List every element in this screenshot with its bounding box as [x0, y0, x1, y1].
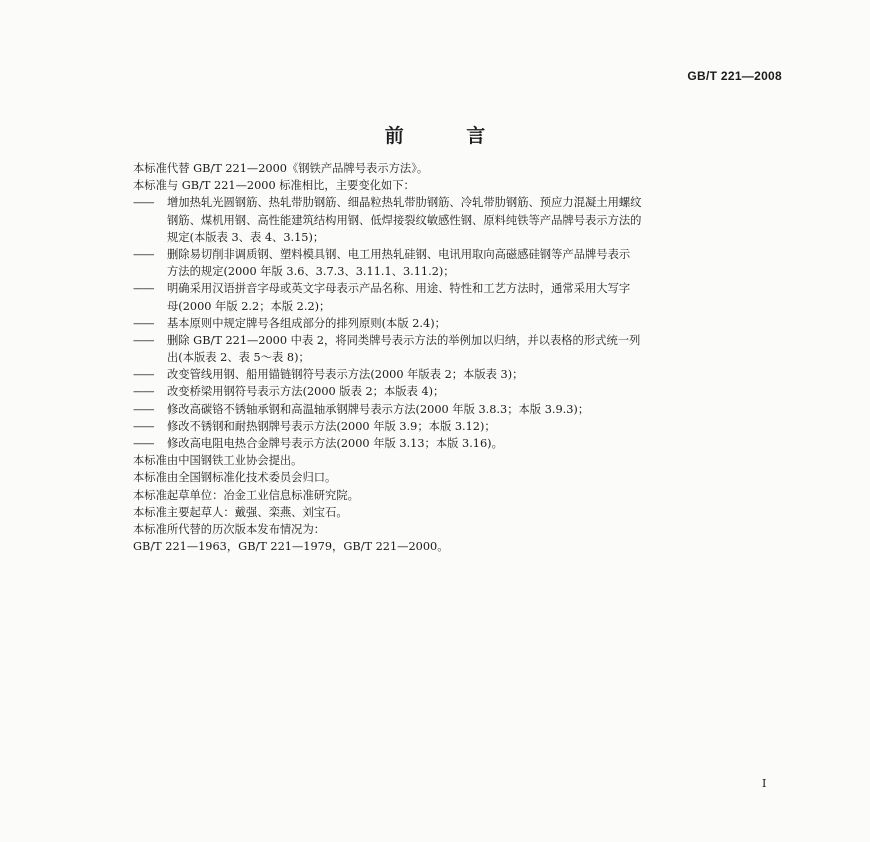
closing-line: 本标准起草单位：冶金工业信息标准研究院。 — [133, 488, 359, 502]
change-item-continuation-line — [133, 212, 788, 229]
change-item-text: 删除易切削非调质钢、塑料模具钢、电工用热轧硅钢、电讯用取向高磁感硅钢等产品牌号表示 — [167, 247, 631, 261]
em-dash-marker: —— — [133, 368, 154, 382]
change-item-text: 删除 GB/T 221—2000 中表 2，将同类牌号表示方法的举例加以归纳，并以表格的形式统一列 — [167, 333, 641, 347]
change-item — [133, 435, 788, 452]
change-item-continuation-line — [133, 229, 788, 246]
em-dash-marker: —— — [133, 247, 154, 261]
change-item-first-line — [133, 418, 788, 435]
change-item-continuation-line — [133, 349, 788, 366]
change-item-text: 修改高电阻电热合金牌号表示方法(2000 年版 3.13；本版 3.16)。 — [167, 437, 503, 450]
change-item — [133, 280, 788, 314]
change-item-text: 基本原则中规定牌号各组成部分的排列原则(本版 2.4)； — [167, 316, 446, 330]
change-item — [133, 383, 788, 400]
intro-line: 本标准与 GB/T 221—2000 标准相比，主要变化如下： — [133, 179, 415, 193]
change-item-text: 修改高碳铬不锈轴承钢和高温轴承钢牌号表示方法(2000 年版 3.8.3；本版 3.9.3)； — [167, 402, 590, 416]
closing-line: 本标准主要起草人：戴强、栾燕、刘宝石。 — [133, 505, 348, 519]
page-number: I — [762, 777, 767, 790]
closing-line: GB/T 221—1963，GB/T 221—1979，GB/T 221—2000。 — [133, 540, 449, 554]
change-item-text: 修改不锈钢和耐热钢牌号表示方法(2000 年版 3.9；本版 3.12)； — [167, 419, 496, 433]
change-item — [133, 332, 788, 366]
change-item-continuation-line — [133, 298, 788, 315]
em-dash-marker: —— — [133, 419, 154, 433]
em-dash-marker: —— — [133, 316, 154, 330]
em-dash-marker: —— — [133, 385, 154, 399]
change-item-first-line — [133, 194, 788, 211]
change-item — [133, 401, 788, 418]
change-item-first-line — [133, 280, 788, 297]
change-item — [133, 366, 788, 383]
em-dash-marker: —— — [133, 437, 154, 450]
em-dash-marker: —— — [133, 333, 154, 347]
change-item-first-line — [133, 332, 788, 349]
closing-line: 本标准由中国钢铁工业协会提出。 — [133, 454, 303, 468]
change-item-text: 改变桥梁用钢符号表示方法(2000 版表 2；本版表 4)； — [167, 385, 445, 399]
closing-line: 本标准由全国钢标准化技术委员会归口。 — [133, 471, 337, 485]
change-item-text: 改变管线用钢、船用锚链钢符号表示方法(2000 年版表 2；本版表 3)； — [167, 368, 524, 382]
change-item-text: 方法的规定(2000 年版 3.6、3.7.3、3.11.1、3.11.2)； — [167, 265, 455, 279]
closing-line: 本标准所代替的历次版本发布情况为： — [133, 522, 326, 536]
em-dash-marker: —— — [133, 402, 154, 416]
change-item-first-line — [133, 246, 788, 263]
standard-code: GB/T 221—2008 — [687, 69, 782, 83]
change-item-text: 母(2000 年版 2.2；本版 2.2)； — [167, 299, 331, 313]
change-item-first-line — [133, 401, 788, 418]
change-item-continuation-line — [133, 263, 788, 280]
change-item-text: 明确采用汉语拼音字母或英文字母表示产品名称、用途、特性和工艺方法时，通常采用大写字 — [167, 282, 631, 296]
change-item-first-line — [133, 366, 788, 383]
change-item-first-line — [133, 383, 788, 400]
change-item — [133, 315, 788, 332]
change-item — [133, 418, 788, 435]
change-item — [133, 194, 788, 246]
change-item-text: 规定(本版表 3、表 4、3.15)； — [167, 230, 325, 244]
change-item-first-line — [133, 435, 788, 452]
em-dash-marker: —— — [133, 196, 154, 210]
changes-list — [133, 194, 788, 452]
change-item-text: 增加热轧光圆钢筋、热轧带肋钢筋、细晶粒热轧带肋钢筋、冷轧带肋钢筋、预应力混凝土用螺纹 — [167, 196, 642, 210]
change-item-text: 钢筋、煤机用钢、高性能建筑结构用钢、低焊接裂纹敏感性钢、原料纯铁等产品牌号表示方法的 — [167, 213, 642, 227]
change-item — [133, 246, 788, 280]
foreword-body — [133, 160, 788, 555]
intro-line: 本标准代替 GB/T 221—2000《钢铁产品牌号表示方法》。 — [133, 162, 429, 175]
change-item-text: 出(本版表 2、表 5～表 8)； — [167, 351, 310, 365]
em-dash-marker: —— — [133, 282, 154, 296]
change-item-first-line — [133, 315, 788, 332]
page-title: 前 言 — [384, 125, 514, 147]
